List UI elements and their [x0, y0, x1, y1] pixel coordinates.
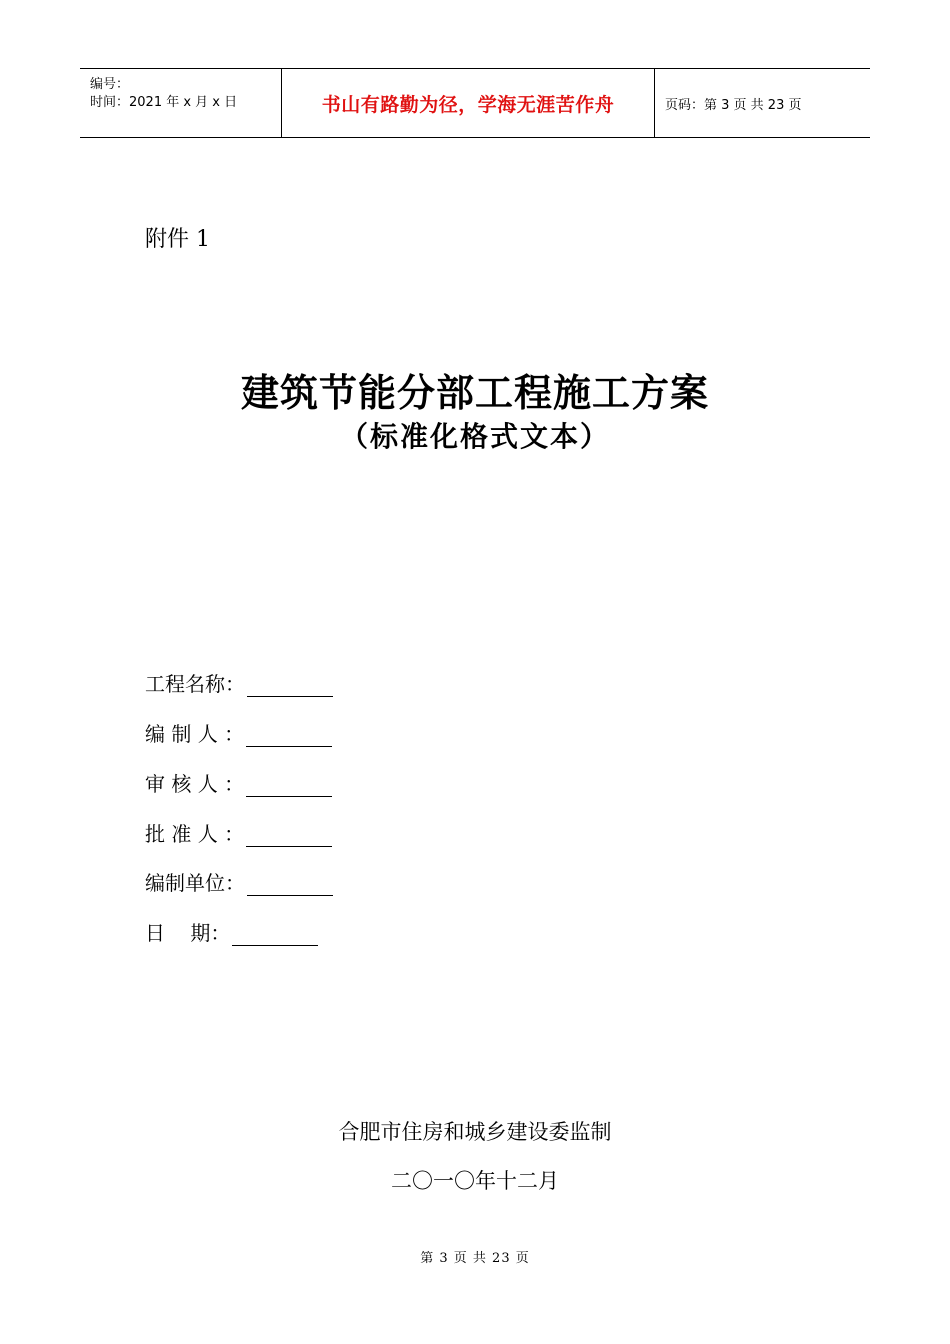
document-subtitle: （标准化格式文本） — [339, 420, 610, 453]
field-label: 批 准 人 ： — [145, 822, 245, 846]
field-label: 编制单位： — [145, 871, 245, 895]
field-label: 日 期： — [145, 921, 231, 945]
page-footer: 第 3 页 共 23 页 — [420, 1251, 530, 1266]
field-compiler — [145, 718, 332, 747]
fill-blank[interactable] — [246, 726, 332, 747]
attachment-label: 附件 1 — [145, 227, 210, 252]
number-label: 编号： — [90, 77, 130, 92]
field-date — [145, 917, 318, 946]
fill-blank[interactable] — [246, 776, 332, 797]
field-compiling-unit — [145, 867, 333, 896]
header-left-cell — [80, 69, 282, 137]
fill-blank[interactable] — [247, 875, 333, 896]
page-header — [80, 68, 870, 138]
field-project-name — [145, 668, 333, 697]
fill-blank[interactable] — [246, 826, 332, 847]
header-right-cell — [655, 69, 870, 137]
field-reviewer — [145, 768, 332, 797]
header-middle-cell — [282, 69, 655, 137]
fill-blank[interactable] — [247, 676, 333, 697]
motto-text: 书山有路勤为径，学海无涯苦作舟 — [321, 93, 615, 116]
issue-date: 二〇一〇年十二月 — [391, 1169, 559, 1193]
document-title: 建筑节能分部工程施工方案 — [240, 371, 709, 415]
page-info: 页码：第 3 页 共 23 页 — [665, 97, 802, 113]
field-label: 工程名称： — [145, 672, 245, 696]
field-label: 审 核 人 ： — [145, 772, 245, 796]
field-approver — [145, 818, 332, 847]
issuer: 合肥市住房和城乡建设委监制 — [338, 1120, 612, 1144]
time-label: 时间：2021 年 x 月 x 日 — [90, 95, 238, 110]
fill-blank[interactable] — [232, 925, 318, 946]
field-label: 编 制 人 ： — [145, 722, 245, 746]
